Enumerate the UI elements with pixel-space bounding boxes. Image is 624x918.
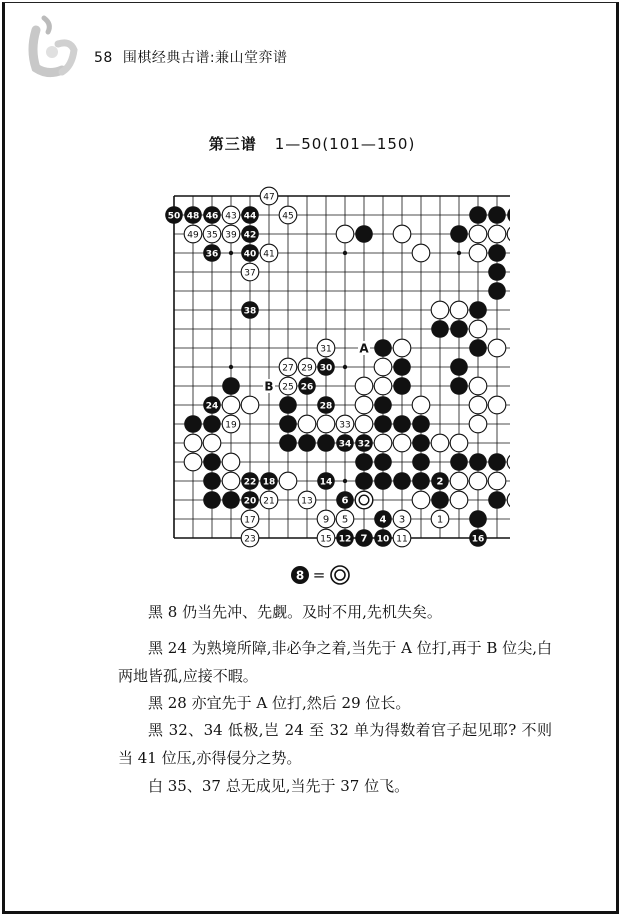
book-title: 围棋经典古谱:兼山堂弈谱 [122, 50, 288, 66]
page-header [94, 47, 288, 67]
black-stone [488, 206, 506, 224]
black-stone [469, 339, 487, 357]
white-stone [374, 434, 392, 452]
move-number: 25 [282, 382, 294, 393]
white-stone [317, 415, 335, 433]
black-stone-numbered [431, 472, 449, 490]
black-stone [374, 472, 392, 490]
move-number: 5 [341, 514, 349, 526]
black-stone [298, 434, 316, 452]
white-stone [469, 472, 487, 490]
black-stone-numbered [241, 225, 259, 243]
white-stone [336, 225, 354, 243]
black-stone [488, 491, 506, 509]
black-stone [222, 491, 240, 509]
black-stone [469, 453, 487, 471]
white-stone [393, 339, 411, 357]
white-stone-numbered [222, 206, 240, 224]
white-stone [222, 453, 240, 471]
white-stone-numbered [260, 187, 278, 205]
move-number: 40 [243, 249, 257, 260]
move-number: 13 [301, 496, 313, 507]
figure-title [0, 133, 624, 154]
black-stone-numbered [374, 529, 392, 547]
move-number: 4 [379, 514, 387, 526]
black-stone [393, 415, 411, 433]
move-number: 1 [436, 514, 444, 526]
white-stone [488, 339, 506, 357]
move-number: 48 [186, 211, 200, 222]
black-stone [374, 453, 392, 471]
black-stone-numbered [336, 529, 354, 547]
figure-title-text: 第三谱 [208, 135, 257, 153]
black-stone [450, 225, 468, 243]
black-stone [393, 377, 411, 395]
white-stone [469, 320, 487, 338]
black-stone-numbered [184, 206, 202, 224]
black-stone [279, 415, 297, 433]
white-stone-numbered [298, 358, 316, 376]
move-number: 27 [282, 363, 294, 374]
go-board-diagram [150, 186, 510, 556]
white-stone [241, 396, 259, 414]
black-stone [469, 206, 487, 224]
black-stone [184, 415, 202, 433]
commentary-paragraph-2: 黑 24 为熟境所障,非必争之着,当先于 A 位打,再于 B 位尖,白两地皆孤,应接不暇。 [118, 639, 552, 685]
black-stone-numbered [317, 396, 335, 414]
black-stone [203, 472, 221, 490]
black-stone [355, 225, 373, 243]
board-letter-mark [263, 379, 275, 394]
black-stone [450, 320, 468, 338]
move-number: 41 [263, 249, 275, 260]
black-stone [488, 282, 506, 300]
white-stone-numbered [279, 206, 297, 224]
white-stone-numbered [279, 377, 297, 395]
star-point [457, 251, 461, 255]
black-stone [393, 472, 411, 490]
move-number: 45 [282, 211, 294, 222]
white-stone-numbered [317, 339, 335, 357]
move-number: 17 [244, 515, 256, 526]
white-stone [431, 301, 449, 319]
move-number: 20 [243, 496, 257, 507]
move-number: 43 [225, 211, 237, 222]
move-number: 6 [341, 495, 349, 507]
white-stone [469, 225, 487, 243]
move-number: 3 [398, 514, 406, 526]
white-stone-numbered [431, 510, 449, 528]
legend-stone-label: 8 [295, 568, 305, 583]
svg-text:A: A [359, 341, 369, 356]
black-stone-numbered [165, 206, 183, 224]
black-stone [203, 415, 221, 433]
move-number: 24 [205, 401, 219, 412]
white-stone [450, 472, 468, 490]
white-stone [450, 301, 468, 319]
move-number: 35 [206, 230, 218, 241]
move-number: 18 [262, 477, 276, 488]
white-stone [222, 396, 240, 414]
figure-move-range: 1—50(101—150) [274, 135, 416, 153]
star-point [343, 251, 347, 255]
black-stone [469, 301, 487, 319]
white-stone [469, 244, 487, 262]
star-point [343, 479, 347, 483]
legend-equals: = [312, 566, 326, 584]
black-stone [469, 510, 487, 528]
move-number: 32 [357, 439, 371, 450]
black-stone [488, 263, 506, 281]
white-stone [279, 472, 297, 490]
move-number: 31 [320, 344, 332, 355]
white-stone-numbered [279, 358, 297, 376]
white-stone [469, 415, 487, 433]
white-stone [412, 244, 430, 262]
white-stone-numbered [393, 510, 411, 528]
white-stone-numbered [241, 263, 259, 281]
black-stone-numbered [317, 472, 335, 490]
white-stone-numbered [317, 529, 335, 547]
white-stone [469, 396, 487, 414]
white-stone [393, 225, 411, 243]
black-stone [450, 358, 468, 376]
black-stone [355, 453, 373, 471]
legend [290, 564, 360, 586]
white-stone [298, 415, 316, 433]
move-number: 28 [319, 401, 333, 412]
move-number: 47 [263, 192, 275, 203]
move-number: 7 [360, 533, 368, 545]
white-stone [488, 472, 506, 490]
legend-black-stone [291, 566, 309, 584]
move-number: 11 [396, 534, 408, 545]
black-stone-numbered [203, 396, 221, 414]
black-stone [450, 377, 468, 395]
black-stone [393, 358, 411, 376]
black-stone-numbered [374, 510, 392, 528]
move-number: 36 [205, 249, 219, 260]
move-number: 34 [338, 439, 352, 450]
white-stone [507, 453, 510, 471]
commentary-paragraph-1: 黑 8 仍当先冲、先觑。及时不用,先机失矣。 [148, 603, 442, 621]
decorative-logo-icon [22, 10, 82, 80]
black-stone-numbered [260, 472, 278, 490]
star-point [229, 365, 233, 369]
white-stone-numbered [222, 225, 240, 243]
black-stone-numbered [241, 244, 259, 262]
white-stone [374, 377, 392, 395]
white-stone [412, 491, 430, 509]
white-stone [355, 415, 373, 433]
commentary-paragraph-5: 白 35、37 总无成见,当先于 37 位飞。 [148, 777, 410, 795]
move-number: 2 [436, 476, 444, 488]
black-stone-numbered [241, 472, 259, 490]
black-stone-numbered [241, 206, 259, 224]
black-stone [203, 491, 221, 509]
black-stone-numbered [355, 529, 373, 547]
star-point [229, 251, 233, 255]
white-stone-numbered [241, 529, 259, 547]
move-number: 37 [244, 268, 256, 279]
black-stone [488, 453, 506, 471]
white-stone-numbered [203, 225, 221, 243]
black-stone [374, 339, 392, 357]
white-stone [431, 434, 449, 452]
white-stone [393, 434, 411, 452]
white-stone [450, 491, 468, 509]
black-stone [412, 434, 430, 452]
white-stone-numbered [241, 510, 259, 528]
white-stone [355, 396, 373, 414]
move-number: 22 [243, 477, 257, 488]
white-stone [412, 396, 430, 414]
white-stone [488, 225, 506, 243]
white-stone [507, 225, 510, 243]
white-stone-numbered [336, 510, 354, 528]
black-stone [431, 320, 449, 338]
move-number: 30 [319, 363, 333, 374]
move-number: 19 [225, 420, 237, 431]
move-number: 9 [322, 514, 330, 526]
black-stone [412, 472, 430, 490]
white-stone [203, 434, 221, 452]
star-point [343, 365, 347, 369]
black-stone-numbered [336, 491, 354, 509]
white-stone-numbered [298, 491, 316, 509]
white-stone [184, 453, 202, 471]
move-number: 14 [319, 477, 333, 488]
white-stone [184, 434, 202, 452]
move-number: 50 [167, 211, 181, 222]
black-stone [412, 415, 430, 433]
move-number: 23 [244, 534, 256, 545]
black-stone [317, 434, 335, 452]
double-ring-stone [355, 491, 373, 509]
black-stone-numbered [241, 301, 259, 319]
black-stone-numbered [469, 529, 487, 547]
white-stone [355, 377, 373, 395]
white-stone-numbered [184, 225, 202, 243]
black-stone [374, 396, 392, 414]
black-stone-numbered [355, 434, 373, 452]
black-stone [488, 244, 506, 262]
white-stone-numbered [260, 244, 278, 262]
move-number: 21 [263, 496, 275, 507]
black-stone-numbered [298, 377, 316, 395]
black-stone-numbered [336, 434, 354, 452]
move-number: 42 [243, 230, 257, 241]
white-stone [469, 377, 487, 395]
white-stone-numbered [317, 510, 335, 528]
black-stone [450, 453, 468, 471]
black-stone [203, 453, 221, 471]
move-number: 26 [300, 382, 314, 393]
board-letter-mark [358, 341, 370, 356]
move-number: 12 [338, 534, 352, 545]
white-stone [488, 396, 506, 414]
commentary-paragraph-4: 黑 32、34 低极,岂 24 至 32 单为得数着官子起见耶? 不则当 41 位压,亦得侵分之势。 [118, 721, 552, 767]
move-number: 46 [205, 211, 219, 222]
black-stone-numbered [241, 491, 259, 509]
black-stone [412, 453, 430, 471]
black-stone [431, 491, 449, 509]
black-stone [222, 377, 240, 395]
black-stone-numbered [317, 358, 335, 376]
white-stone-numbered [222, 415, 240, 433]
white-stone [450, 434, 468, 452]
white-stone-numbered [393, 529, 411, 547]
move-number: 29 [301, 363, 313, 374]
svg-text:B: B [264, 379, 274, 394]
move-number: 15 [320, 534, 332, 545]
black-stone [279, 396, 297, 414]
black-stone [355, 472, 373, 490]
white-stone-numbered [336, 415, 354, 433]
white-stone-numbered [260, 491, 278, 509]
page-number: 58 [94, 50, 113, 66]
white-stone [507, 491, 510, 509]
move-number: 39 [225, 230, 237, 241]
white-stone [222, 472, 240, 490]
black-stone [374, 415, 392, 433]
move-number: 44 [243, 211, 257, 222]
commentary-paragraph-3: 黑 28 亦宜先于 A 位打,然后 29 位长。 [148, 694, 411, 712]
legend-double-ring-stone [331, 566, 349, 584]
black-stone-numbered [203, 206, 221, 224]
black-stone-numbered [203, 244, 221, 262]
move-number: 10 [376, 534, 390, 545]
move-number: 49 [187, 230, 199, 241]
move-number: 16 [471, 534, 485, 545]
white-stone [374, 358, 392, 376]
black-stone [507, 206, 510, 224]
move-number: 38 [243, 306, 257, 317]
black-stone [279, 434, 297, 452]
move-number: 33 [339, 420, 351, 431]
